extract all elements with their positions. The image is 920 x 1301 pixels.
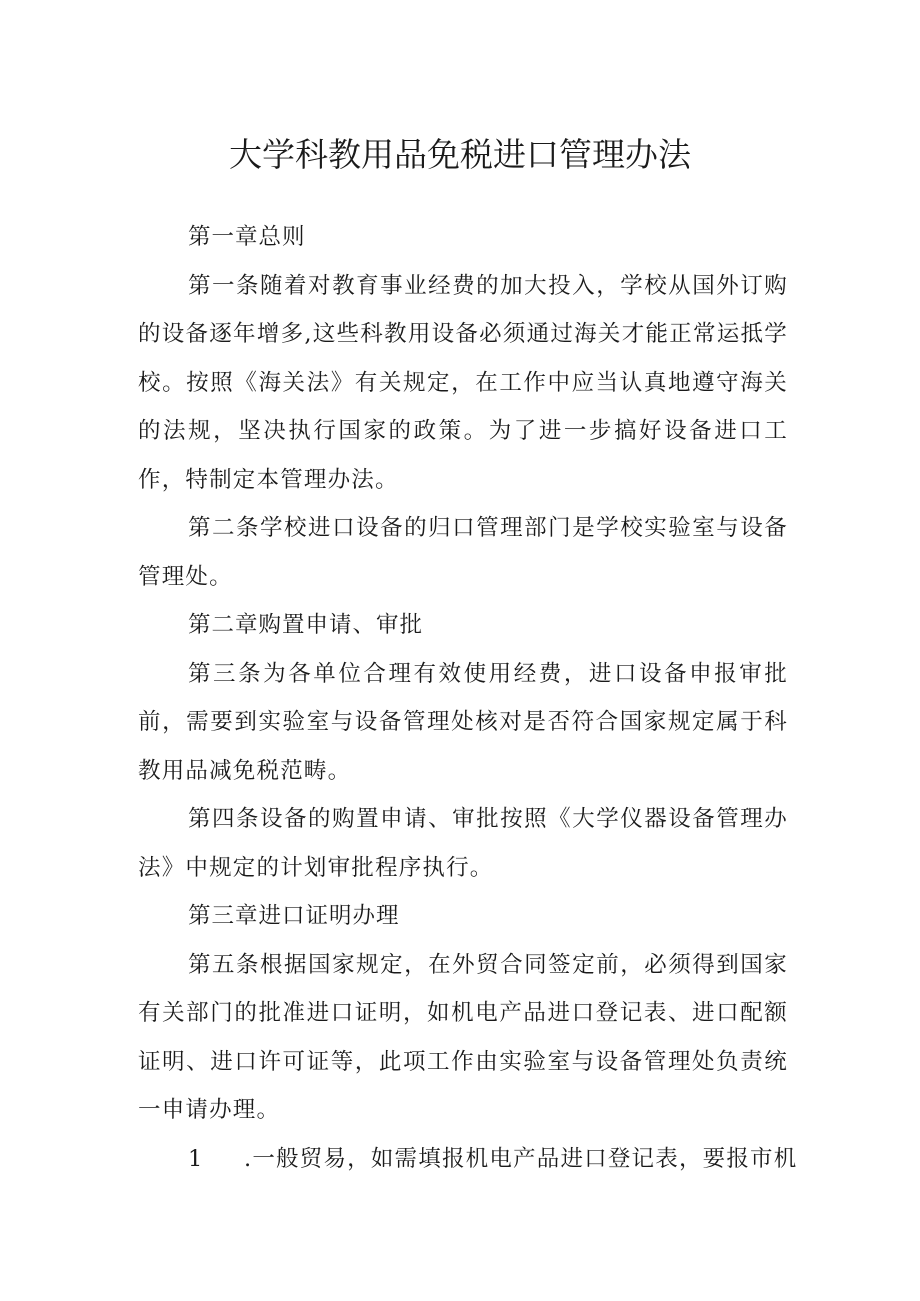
list-item-number: 1 bbox=[188, 1145, 204, 1172]
list-item bbox=[138, 1135, 798, 1184]
article-5: 第五条根据国家规定，在外贸合同签定前，必须得到国家有关部门的批准进口证明，如机电产品进口登记表、进口配额证明、进口许可证等，此项工作由实验室与设备管理处负责统一申请办理。 bbox=[138, 951, 788, 1123]
document-title: 大学科教用品免税进口管理办法 bbox=[229, 135, 691, 174]
chapter-heading-1: 第一章总则 bbox=[188, 224, 306, 250]
article-1: 第一条随着对教育事业经费的加大投入，学校从国外订购的设备逐年增多,这些科教用设备必须通过海关才能正常运抵学校。按照《海关法》有关规定，在工作中应当认真地遵守海关的法规，坚决执行国家的政策。为了进一步搞好设备进口工作，特制定本管理办法。 bbox=[138, 272, 788, 493]
article-4: 第四条设备的购置申请、审批按照《大学仪器设备管理办法》中规定的计划审批程序执行。 bbox=[138, 806, 788, 881]
article-3: 第三条为各单位合理有效使用经费，进口设备申报审批前，需要到实验室与设备管理处核对是否符合国家规定属于科教用品减免税范畴。 bbox=[138, 660, 788, 784]
document-body bbox=[138, 213, 798, 1183]
list-item-text: .一般贸易，如需填报机电产品进口登记表，要报市机 bbox=[244, 1145, 798, 1172]
chapter-heading-2: 第二章购置申请、审批 bbox=[188, 612, 424, 638]
chapter-heading-3: 第三章进口证明办理 bbox=[188, 903, 400, 929]
article-2: 第二条学校进口设备的归口管理部门是学校实验室与设备管理处。 bbox=[138, 515, 788, 590]
